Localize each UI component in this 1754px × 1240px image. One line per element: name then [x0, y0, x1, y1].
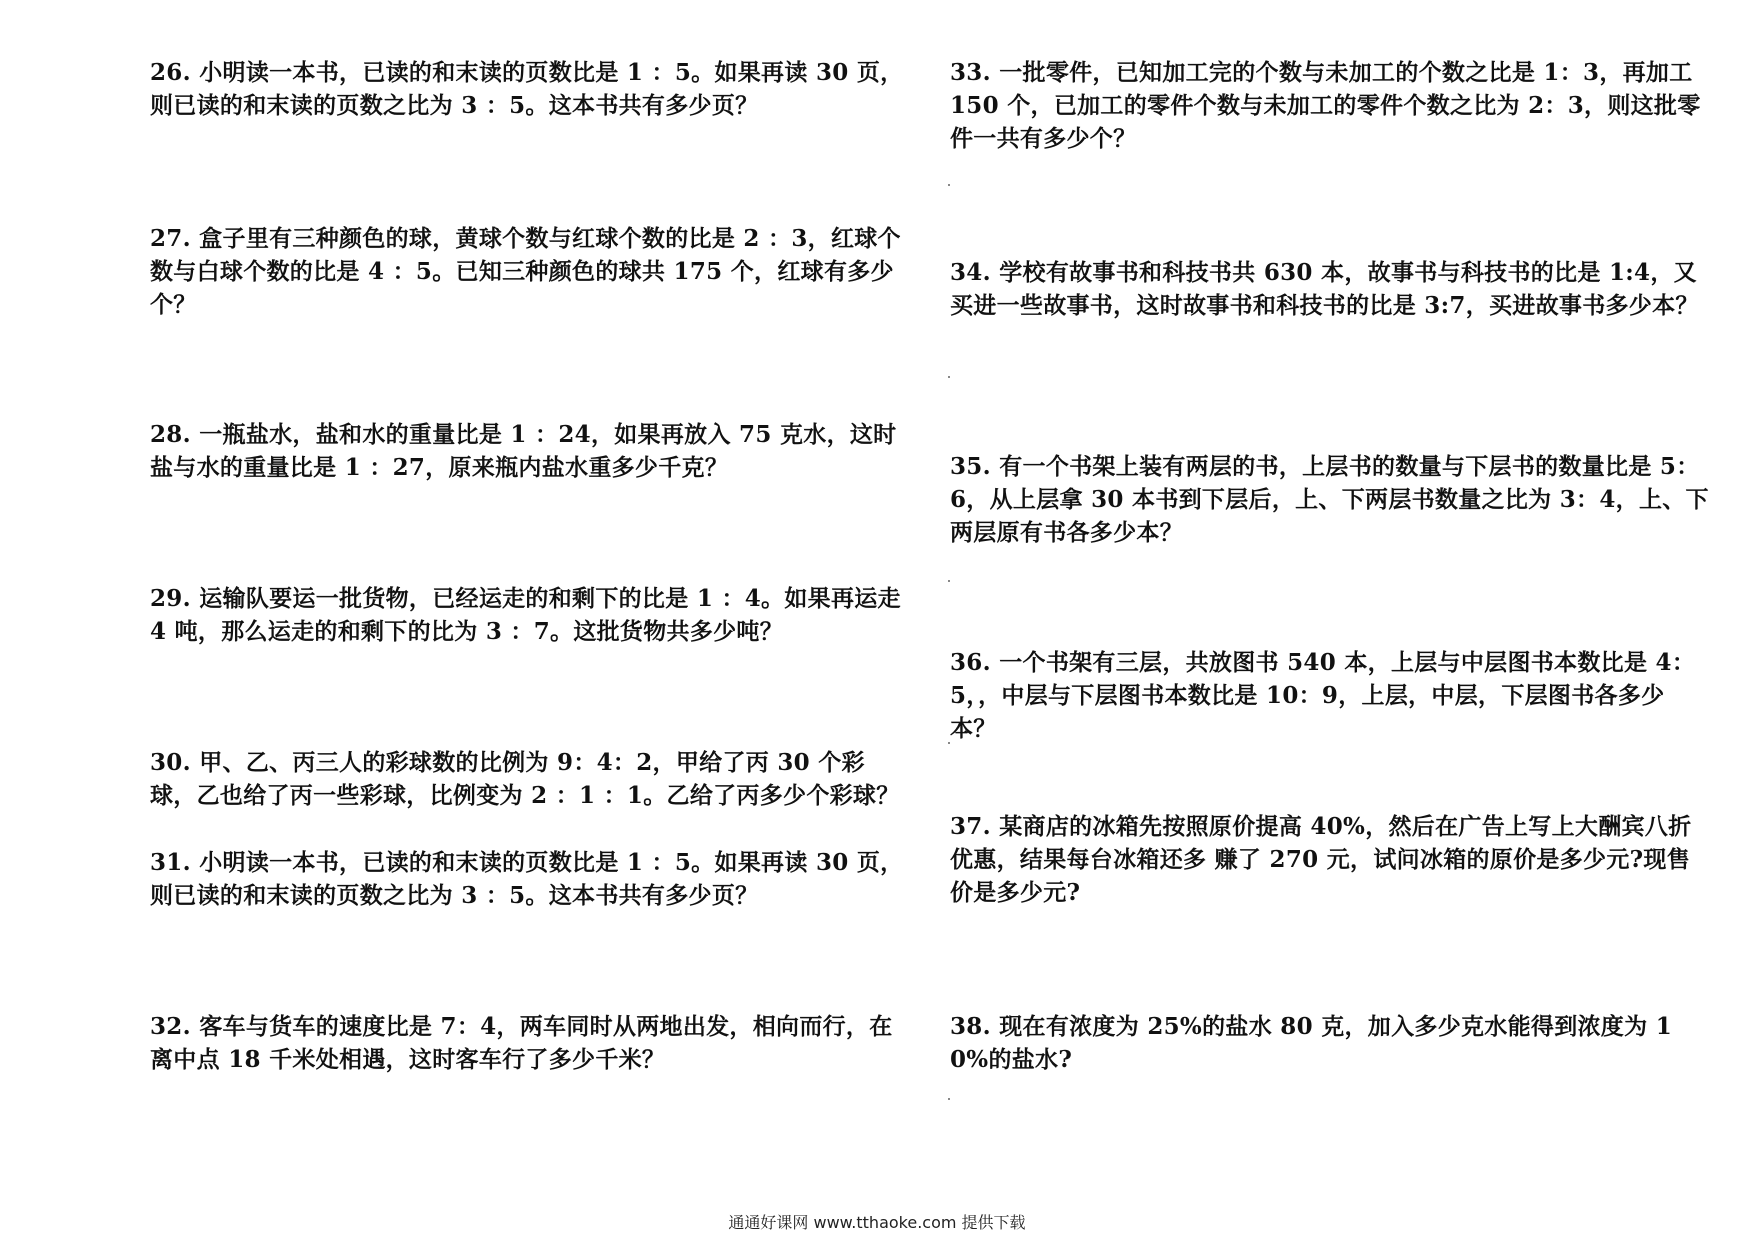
- scan-mark: [948, 580, 950, 582]
- scan-mark: [948, 1098, 950, 1100]
- problem-27: 27. 盒子里有三种颜色的球，黄球个数与红球个数的比是 2 ：3，红球个数与白球个数的比是 4 ：5。已知三种颜色的球共 175 个，红球有多少个？: [150, 225, 901, 318]
- scan-mark: [948, 184, 950, 186]
- problem-35: 35. 有一个书架上装有两层的书，上层书的数量与下层书的数量比是 5：6，从上层拿 30 本书到下层后，上、下两层书数量之比为 3：4，上、下两层原有书各多少本？: [950, 453, 1709, 546]
- problem-33: 33. 一批零件，已知加工完的个数与未加工的个数之比是 1：3，再加工 150 个，已加工的零件个数与未加工的零件个数之比为 2：3，则这批零件一共有多少个？: [950, 59, 1701, 152]
- problem-34: 34. 学校有故事书和科技书共 630 本，故事书与科技书的比是 1:4，又买进一些故事书，这时故事书和科技书的比是 3:7，买进故事书多少本？: [950, 259, 1699, 319]
- scan-mark: [948, 742, 950, 744]
- problem-36: 36. 一个书架有三层，共放图书 540 本，上层与中层图书本数比是 4：5，，中层与下层图书本数比是 10：9，上层，中层，下层图书各多少本？: [950, 649, 1696, 742]
- problem-29: 29. 运输队要运一批货物，已经运走的和剩下的比是 1 ：4。如果再运走 4 吨，那么运走的和剩下的比为 3 ：7。这批货物共多少吨？: [150, 585, 910, 645]
- problem-37: 37. 某商店的冰箱先按照原价提高 40%，然后在广告上写上大酬宾八折优惠，结果每台冰箱还多 赚了 270 元，试问冰箱的原价是多少元?现售价是多少元?: [950, 813, 1692, 906]
- problem-30: 30. 甲、乙、丙三人的彩球数的比例为 9：4：2，甲给了丙 30 个彩球，乙也给了丙一些彩球，比例变为 2 ：1 ：1。乙给了丙多少个彩球？: [150, 749, 900, 809]
- problem-31: 31. 小明读一本书，已读的和末读的页数比是 1 ：5。如果再读 30 页，则已读的和末读的页数之比为 3 ：5。这本书共有多少页？: [150, 849, 904, 909]
- problem-28: 28. 一瓶盐水，盐和水的重量比是 1 ：24，如果再放入 75 克水，这时盐与水的重量比是 1 ：27，原来瓶内盐水重多少千克？: [150, 421, 897, 481]
- problem-32: 32. 客车与货车的速度比是 7：4，两车同时从两地出发，相向而行，在离中点 18 千米处相遇，这时客车行了多少千米？: [150, 1013, 893, 1073]
- problem-26: 26. 小明读一本书，已读的和末读的页数比是 1 ：5。如果再读 30 页，则已读的和末读的页数之比为 3 ：5。这本书共有多少页？: [150, 59, 904, 119]
- scan-mark: [948, 376, 950, 378]
- right-column: [950, 0, 1710, 1200]
- footer-credit: 通通好课网 www.tthaoke.com 提供下载: [728, 1213, 1026, 1232]
- problem-38: 38. 现在有浓度为 25%的盐水 80 克，加入多少克水能得到浓度为 10%的盐水?: [950, 1013, 1673, 1073]
- left-column: [150, 0, 910, 1200]
